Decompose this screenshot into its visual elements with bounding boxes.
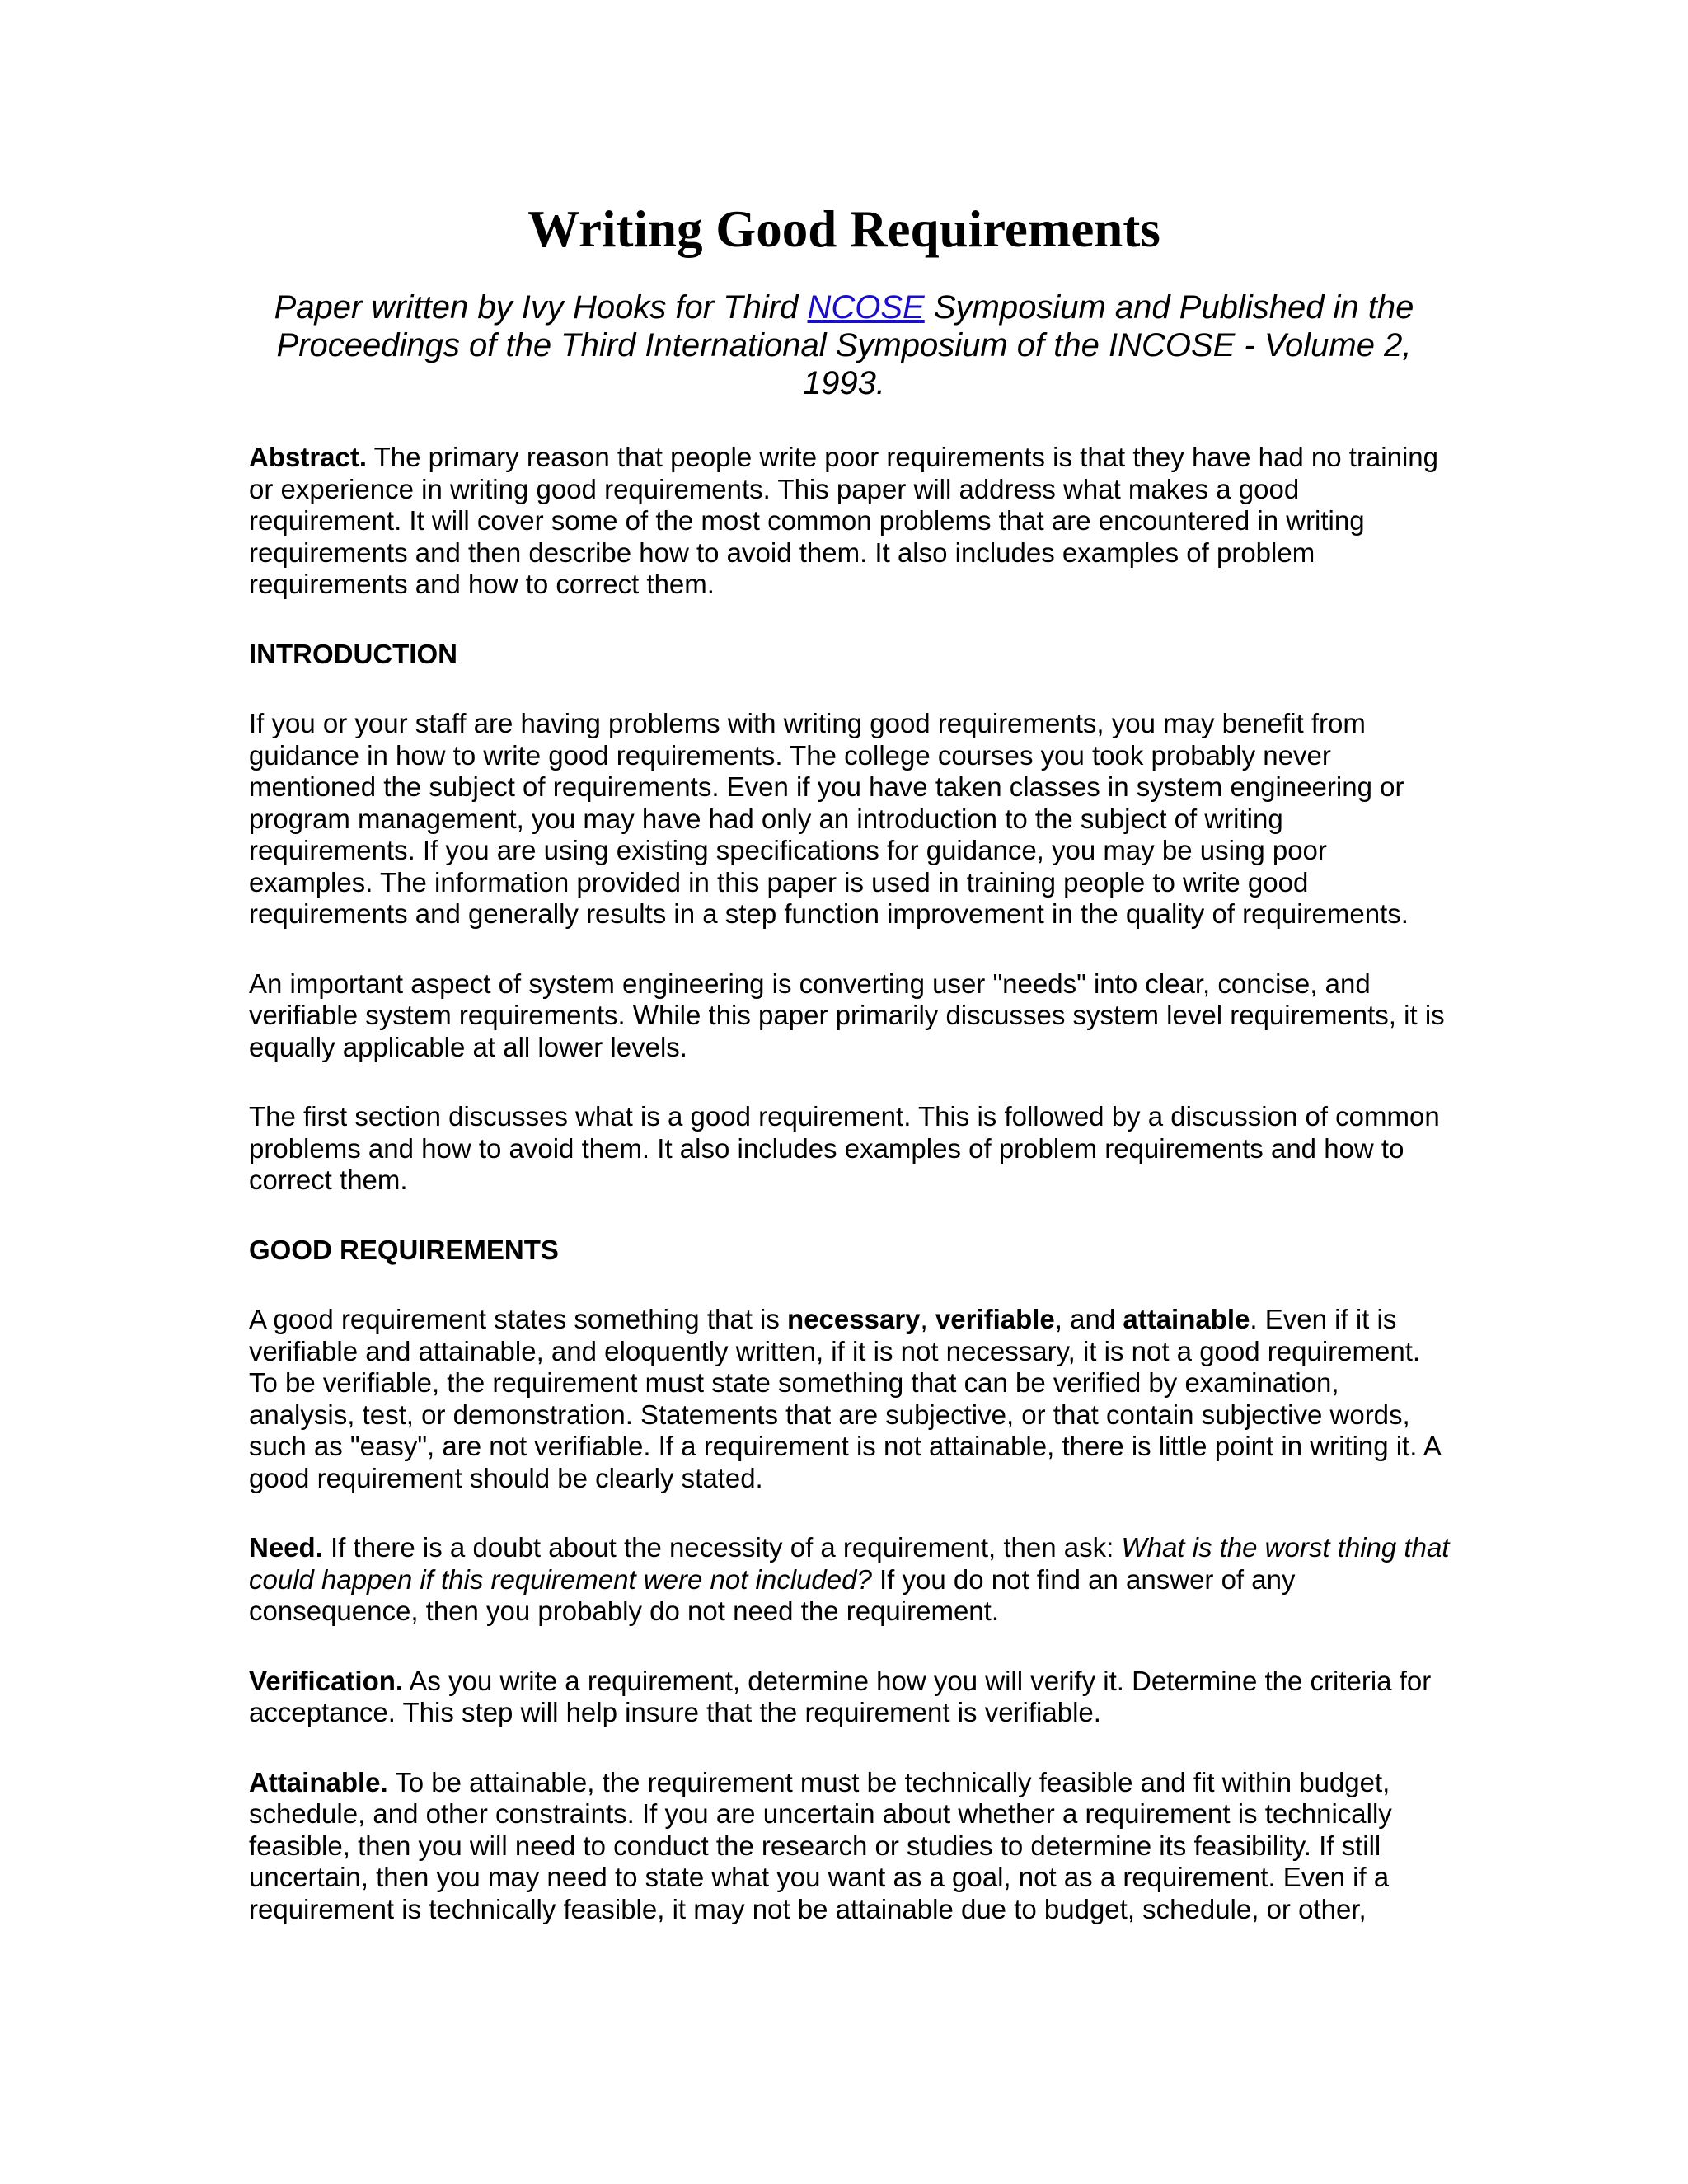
good-requirements-intro (249, 1304, 1452, 1494)
need-label: Need. (249, 1532, 323, 1563)
introduction-paragraph: If you or your staff are having problems with writing good requirements, you may benefit from guidance in how to write good requirements. The college courses you took probably never mentioned the subject of requirements. Even if you have taken classes in system engineering or program management, you may have had only an introduction to the subject of writing requirements. If you are using existing specifications for guidance, you may be using poor examples. The information provided in this paper is used in training people to write good requirements and generally results in a step function improvement in the quality of requirements. (249, 708, 1409, 929)
need-paragraph (249, 1532, 1452, 1628)
intro-text: . Even if it is verifiable and attainable, and eloquently written, if it is not necessary, it is not a good requirement. To be verifiable, the requirement must state something that can be verified by examination, analysis, test, or demonstration. Statements that are subjective, or that contain subjective words, such as "easy", are not verifiable. If a requirement is not attainable, there is little point in writing it. A good requirement should be clearly stated. (249, 1304, 1441, 1493)
necessary-term: necessary (787, 1304, 921, 1334)
need-text: If there is a doubt about the necessity of a requirement, then ask: (322, 1532, 1122, 1563)
attainable-label: Attainable. (249, 1766, 388, 1797)
need-text: If you do not find an answer of any consequence, then you probably do not need the requirement. (249, 1563, 1296, 1626)
verifiable-term: verifiable (935, 1304, 1055, 1334)
need-question: What is the worst thing that could happen if this requirement were not included? (249, 1532, 1450, 1595)
subtitle-text-after: Symposium and Published in the Proceedings of the Third International Symposium of the INCOSE - Volume 2, 1993. (276, 289, 1414, 401)
verification-paragraph (249, 1666, 1452, 1729)
verification-text: As you write a requirement, determine how you will verify it. Determine the criteria for acceptance. This step will help insure that the requirement is verifiable. (249, 1665, 1432, 1727)
attainable-text: To be attainable, the requirement must be technically feasible and fit within budget, schedule, and other constraints. If you are uncertain about whether a requirement is technically feasible, then you will need to conduct the research or studies to determine its feasibility. If still uncertain, then you may need to state what you want as a goal, not as a requirement. Even if a requirement is technically feasible, it may not be attainable due to budget, schedule, or other, (249, 1766, 1392, 1924)
introduction-heading: INTRODUCTION (249, 638, 457, 669)
good-requirements-heading: GOOD REQUIREMENTS (249, 1234, 559, 1265)
verification-label: Verification. (249, 1665, 404, 1696)
abstract-paragraph (249, 442, 1452, 601)
ncose-link[interactable]: NCOSE (807, 289, 925, 326)
paper-body (249, 442, 1452, 1963)
intro-text: , (920, 1304, 935, 1334)
introduction-paragraph: The first section discusses what is a good requirement. This is followed by a discussion of common problems and how to avoid them. It also includes examples of problem requirements and how to correct them. (249, 1101, 1440, 1195)
intro-text: , and (1054, 1304, 1123, 1334)
abstract-text: The primary reason that people write poor requirements is that they have had no training or experience in writing good requirements. This paper will address what makes a good requirement. It will cover some of the most common problems that are encountered in writing requirements and then describe how to avoid them. It also includes examples of problem requirements and how to correct them. (249, 442, 1439, 599)
subtitle-text-before: Paper written by Ivy Hooks for Third (274, 289, 808, 326)
intro-text: A good requirement states something that is (249, 1304, 788, 1334)
page-title: Writing Good Requirements (528, 200, 1160, 258)
attainable-paragraph (249, 1767, 1452, 1926)
paper-subtitle (247, 288, 1441, 402)
attainable-term: attainable (1123, 1304, 1250, 1334)
introduction-paragraph: An important aspect of system engineering is converting user "needs" into clear, concise, and verifiable system requirements. While this paper primarily discusses system level requirements, it is equally applicable at all lower levels. (249, 968, 1445, 1062)
abstract-label: Abstract. (249, 442, 368, 472)
